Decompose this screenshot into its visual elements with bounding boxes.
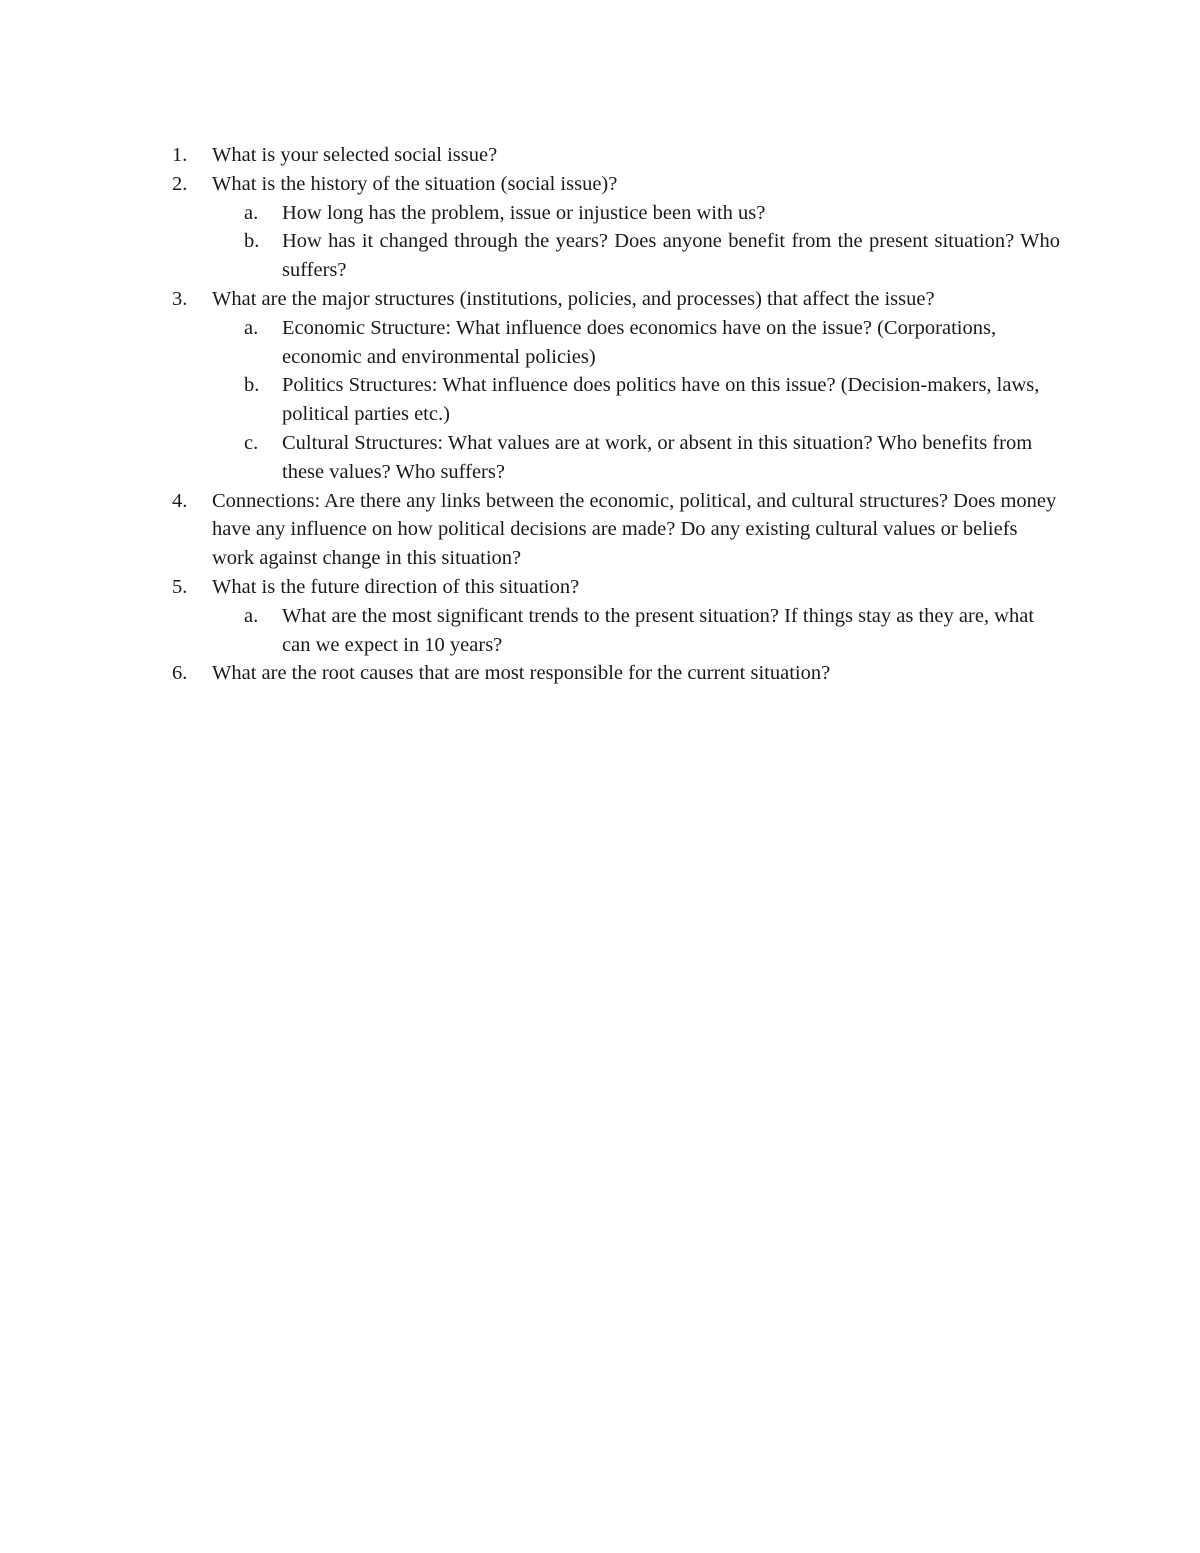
question-text: What are the major structures (institutions, policies, and processes) that affect the issue? <box>212 287 935 310</box>
sub-question-item <box>172 227 1060 285</box>
question-text: What is the future direction of this situation? <box>212 575 580 598</box>
question-list <box>172 141 1060 688</box>
sub-question-text: Politics Structures: What influence does politics have on this issue? (Decision-makers, laws, political parties etc.) <box>282 374 1040 426</box>
question-text: Connections: Are there any links between the economic, political, and cultural structures? Does money have any influence on how political decisions are made? Do any existing cultural values or beliefs work against change in this situation? <box>212 489 1057 570</box>
question-number: 1. <box>172 144 188 166</box>
question-item <box>172 285 1060 314</box>
question-number: 2. <box>172 172 188 195</box>
question-item <box>172 659 1060 688</box>
question-text: What are the root causes that are most responsible for the current situation? <box>212 662 831 685</box>
sub-question-text: Economic Structure: What influence does economics have on the issue? (Corporations, economic and environmental policies) <box>282 316 997 368</box>
sub-question-letter: b. <box>244 374 260 397</box>
sub-question-item <box>172 371 1060 429</box>
question-number: 5. <box>172 575 188 598</box>
question-item <box>172 487 1060 573</box>
sub-question-item <box>172 429 1060 487</box>
question-number: 3. <box>172 287 188 310</box>
sub-question-text: How has it changed through the years? Does anyone benefit from the present situation? Who suffers? <box>282 230 1060 282</box>
sub-question-item <box>172 199 1060 228</box>
sub-question-letter: c. <box>244 431 259 454</box>
question-text: What is your selected social issue? <box>212 144 498 166</box>
question-number: 6. <box>172 662 188 685</box>
sub-question-text: Cultural Structures: What values are at work, or absent in this situation? Who benefits from these values? Who suffers? <box>282 431 1033 483</box>
sub-question-letter: a. <box>244 316 259 339</box>
sub-question-letter: a. <box>244 201 259 224</box>
question-item <box>172 573 1060 602</box>
sub-question-text: How long has the problem, issue or injustice been with us? <box>282 201 766 224</box>
question-item <box>172 141 1060 170</box>
sub-question-letter: b. <box>244 230 260 253</box>
question-text: What is the history of the situation (social issue)? <box>212 172 618 195</box>
sub-question-text: What are the most significant trends to the present situation? If things stay as they are, what can we expect in 10 years? <box>282 604 1035 656</box>
sub-question-item <box>172 602 1060 660</box>
question-item <box>172 170 1060 199</box>
sub-question-letter: a. <box>244 604 259 627</box>
sub-question-item <box>172 314 1060 372</box>
question-number: 4. <box>172 489 188 512</box>
